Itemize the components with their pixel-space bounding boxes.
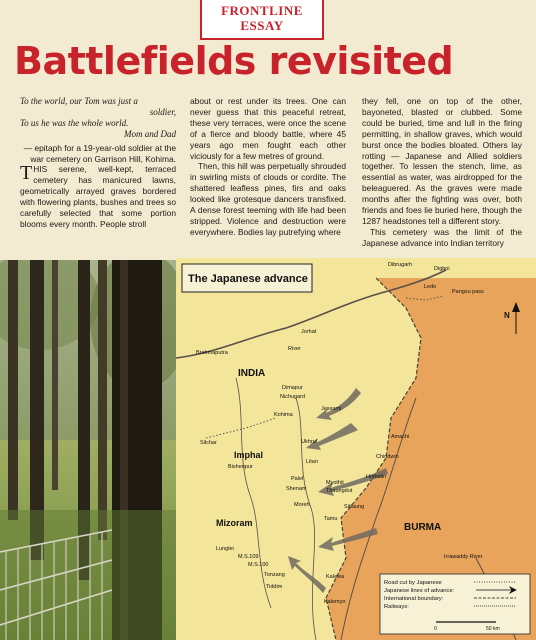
place-kalemyo: Kalemyo: [324, 599, 346, 605]
legend-road: Road cut by Japanese: [384, 580, 442, 586]
place-nichugard: Nichugard: [280, 394, 306, 400]
section-tag-line2: ESSAY: [240, 18, 284, 33]
epitaph-line-4: Mom and Dad: [124, 129, 176, 139]
place-brahmaputra: Brahmaputra: [196, 350, 228, 356]
headline: Battlefields revisited: [14, 39, 454, 83]
place-amachi: Amachi: [391, 434, 410, 440]
place-kalewa: Kalewa: [326, 574, 345, 580]
col1-body: [20, 164, 176, 229]
column-3: [362, 96, 522, 249]
epitaph-attribution: — epitaph for a 19-year-old soldier at the war cemetery on Garrison Hill, Kohima.: [23, 143, 176, 164]
place-myothit: Myothit: [326, 480, 344, 486]
legend-railways: Railways:: [384, 604, 409, 610]
place-thaungdut: Thaungdut: [326, 488, 353, 494]
cemetery-photo: [0, 260, 176, 640]
cemetery-photo-image: [0, 260, 176, 640]
section-tag-line1: FRONTLINE: [221, 3, 303, 18]
north-label: N: [504, 311, 510, 320]
col3-paragraph-2: This cemetery was the limit of the Japanese advance into Indian territory: [362, 226, 522, 248]
map-title: The Japanese advance: [188, 273, 308, 285]
place-sittaung: Sittaung: [344, 504, 365, 510]
epitaph-line-1: To the world, our Tom was just a: [20, 96, 138, 106]
place-kohima: Kohima: [274, 412, 293, 418]
place-palel: Palel: [291, 476, 304, 482]
place-jessami: Jessami: [321, 406, 342, 412]
place-bishenpur: Bishenpur: [228, 464, 253, 470]
place-dibrugarh: Dibrugarh: [388, 262, 413, 268]
place-tamu: Tamu: [324, 516, 338, 522]
region-burma: BURMA: [404, 522, 442, 533]
place-moreh: Moreh: [294, 502, 310, 508]
place-ms100: M.S.100: [248, 562, 269, 568]
scale-zero: 0: [434, 626, 437, 632]
place-silchar: Silchar: [200, 440, 217, 446]
map-legend: [380, 574, 530, 634]
japanese-advance-map: [176, 258, 536, 640]
place-ms109: M.S.109: [238, 554, 259, 560]
place-digboi: Digboi: [434, 266, 450, 272]
region-mizoram: Mizoram: [216, 518, 253, 528]
place-irrawaddy: Irrawaddy River: [444, 554, 483, 560]
region-india: INDIA: [238, 368, 266, 379]
place-homalin: Homalin: [366, 474, 387, 480]
place-tiddim: Tiddim: [266, 584, 283, 590]
col2-paragraph-1: about or rest under its trees. One can never guess that this peaceful retreat, these very terraces, were once the scene of a fierce and bloody battle, where 45 years ago men fought each other viciously for a few metres of ground.: [190, 96, 346, 161]
section-tag: [200, 0, 324, 40]
drop-cap: T: [20, 162, 33, 185]
legend-japanese: Japanese lines of advance:: [384, 588, 455, 594]
place-chindwin: Chindwin: [376, 454, 399, 460]
place-lunglei: Lunglei: [216, 546, 234, 552]
col2-paragraph-2: Then, this hill was perpetually shrouded in swirling mists of clouds or cordite. The shattered leafless pines, firs and oaks looked like grotesque dancers transfixed. A dense forest teeming with life had been stripped. Violence and destruction were everywhere. Bodies lay putrefying where: [190, 161, 346, 237]
place-shenam: Shenam: [286, 486, 307, 492]
column-2: [190, 96, 346, 238]
col1-body-text: HIS serene, well-kept, terraced cemetery has manicured lawns, geometrically arrayed graves bordered with flowering plants, bushes and trees so carefully selected that some portion blooms every month. People stroll: [20, 164, 176, 229]
column-1: [20, 96, 176, 230]
legend-boundary: International boundary:: [384, 596, 444, 602]
place-tonzang: Tonzang: [264, 572, 285, 578]
place-ukhrul: Ukhrul: [301, 439, 317, 445]
epitaph-line-2: soldier,: [149, 107, 176, 117]
place-ledo: Ledo: [424, 284, 437, 290]
place-pangsu: Pangsu pass: [452, 289, 484, 295]
epitaph-line-3: To us he was the whole world.: [20, 118, 129, 128]
place-dimapur: Dimapur: [282, 385, 303, 391]
scale-km: 50 km: [486, 626, 500, 632]
place-imphal: Imphal: [234, 450, 264, 460]
label-river: River: [288, 346, 301, 352]
place-litan: Litan: [306, 459, 318, 465]
col3-paragraph-1: they fell, one on top of the other, bayoneted, blasted or clubbed. Some could be buried, time and lull in the firing permitting, in shallow graves, which would burst once the bodies bloated. Others lay rotting — Japanese and Allied soldiers together. To lessen the stench, lime, as essential as water, was airdropped for the beleaguered. As the graves were made months after the fighting was over, both friends and foes lie buried here, though the 1287 headstones tell a different story.: [362, 96, 522, 226]
place-jorhat: Jorhat: [301, 329, 317, 335]
